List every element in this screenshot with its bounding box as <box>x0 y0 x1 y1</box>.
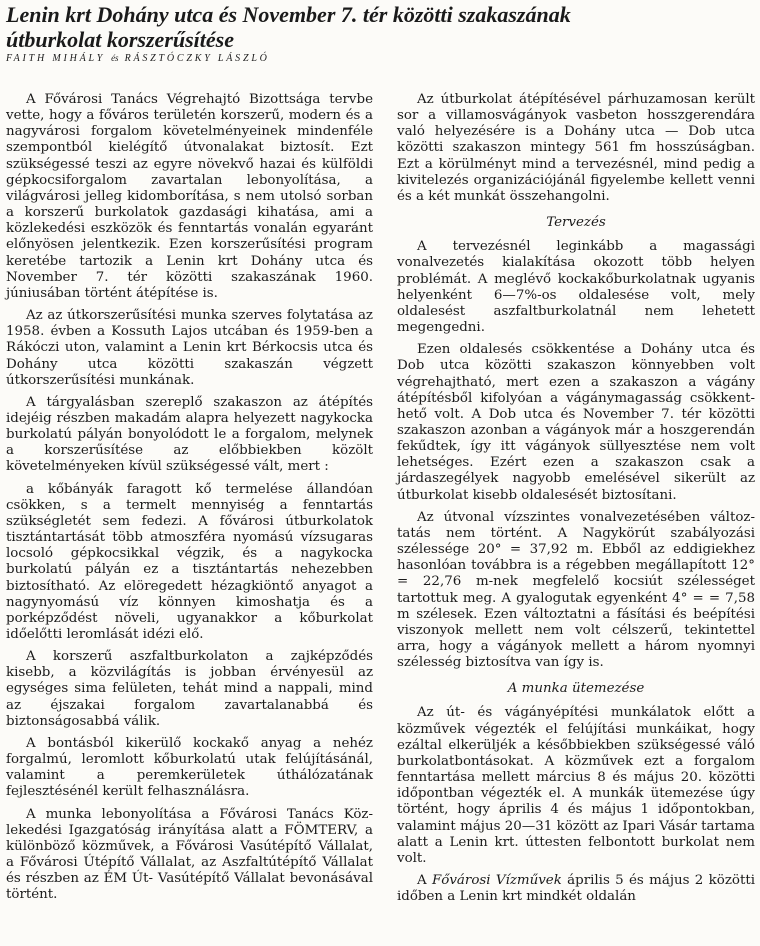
paragraph: Az út- és vágányépítési munkálatok előtt a közművek végezték el felújítási munkáikat, hogy ezáltal elkerüljék a későbbiekben szükségessé váló burkolatbontásokat. A közművek ezt a forgalom fenntartása mellett március 8 és május 20. közötti időpontban végezték el. A munkák ütemezése úgy történt, hogy április 4 és május 1 időpontokban, valamint május 20—31 között az Ipari Vásár tartama alatt a Lenin krt. úttesten felbontott burkolat nem volt. <box>397 705 755 866</box>
section-heading-utemezes: A munka ütemezése <box>507 681 645 697</box>
paragraph: Az útvonal vízszintes vonalvezetésében változtatás nem történt. A Nagykörút szabályozási szélessége 20° = 37,92 m. Ebből az eddigiekhez hasonlóan továbbra is a régebben megállapított 12° = 22,76 m-nek megfelelő kocsiút szélességet tartottuk meg. A gyalogutak egyenként 4° = = 7,58 m szélesek. Ezen változtatni a fásítási és beépítési viszonyok mellett nem volt célszerű, tekintettel arra, hogy a vágányok mellett a három nyomnyi szélesség biztosítva van így is. <box>397 509 755 671</box>
paragraph: Az az útkorszerűsítési munka szerves folytatása az 1958. évben a Kossuth Lajos utcában és 1959-ben a Rákóczi uton, valamint a Lenin krt Bérkocsis utca és Dohány utca közötti szakaszán végzett útkorszerűsítési munkának. <box>6 308 373 388</box>
article-title <box>6 2 754 52</box>
paragraph: Ezen oldalesés csökkentése a Dohány utca és Dob utca közötti szakaszon könnyebben volt végrehajtható, mert ezen a szakaszon a vágány átépítésből kifolyóan a vágánymagasság csökkenthető volt. A Dob utca és November 7. tér közötti szakaszon azonban a vágányok már a hoszgerendán fekűdtek, így itt vágányok süllyesztése nem volt lehetséges. Ezért ezen a szakaszon csak a járdaszegélyek nagyobb emelésével sikerült az útburkolat kisebb oldalesését biztosítani. <box>397 342 755 503</box>
right-column <box>397 92 755 911</box>
left-column <box>6 92 373 910</box>
paragraph: A munka lebonyolítása a Fővárosi Tanács Közlekedési Igazgatóság irányítása alatt a FÖMTERV, a különböző közművek, a Fővárosi Vasútépítő Vállalat, a Fővárosi Útépítő Vállalat, az Aszfaltútépítő Vállalat és részben az ÉM Út- Vasútépítő Vállalat bevonásával történt. <box>6 806 373 903</box>
paragraph: A Fővárosi Tanács Végrehajtó Bizottsága tervbe vette, hogy a főváros területén korszerű, modern és a nagyvárosi forgalom követelményeinek mindenféle szempontból kielégítő útvonalakat biztosít. Ezt szükségessé teszi az egyre növekvő hazai és külföldi gépkocsiforgalom zavartalan lebonyolítása, a világvárosi jelleg kidomborítása, s nem utolsó sorban a korszerű burkolatok gazdasági kihatása, ami a közlekedési eszközök és fenntartás vonalán egyaránt előnyösen jelentkezik. Ezen korszerűsítési program keretébe tartozik a Lenin krt Dohány utca és November 7. tér közötti szakaszának 1960. júniusában történt átépítése is. <box>6 92 373 301</box>
paragraph-end: április 5 és május 2 közötti időben a Lenin krt mindkét oldalán <box>397 873 755 905</box>
paragraph <box>397 873 755 905</box>
paragraph: A korszerű aszfaltburkolaton a zajképződés kisebb, a közvilágítás is jobban érvényesül az egységes sima felületen, tehát mind a nappali, mind az éjszakai forgalom zavartalanabbá és biztonságosabbá válik. <box>6 649 373 729</box>
paragraph: a kőbányák faragott kő termelése állandóan csökken, s a termelt mennyiség a fenntartás szükségletét sem fedezi. A fővárosi útburkolatok tisztántartását több atmoszféra nyomású vízsugaras locsoló gépkocsikkal végzik, és a nagykocka burkolatú pályán ez a tisztántartás nehezebben biztosítható. Az elöregedett hézagkiöntő anyagot a nagynyomású víz könnyen kimoshatja és a porképződést növeli, ugyanakkor a kőburkolat időelőtti leromlását idézi elő. <box>6 481 373 642</box>
company-name: Fővárosi Vízművek <box>432 873 562 889</box>
paragraph: A bontásból kikerülő kockakő anyag a nehéz forgalmú, leromlott kőburkolatú utak felújításánál, valamint a peremkerületek úthálózatának fejlesztésénél került felhasználásra. <box>6 735 373 800</box>
title-line-1: Lenin krt Dohány utca és November 7. tér közötti szakaszának <box>6 2 571 27</box>
paragraph: A tárgyalásban szereplő szakaszon az átépítés idejéig részben makadám alapra helyezett nagykocka burkolatú pályán bonyolódott le a forgalom, melynek a korszerűsítése az előbbiekben közölt követelményeken kívül szükségessé vált, mert : <box>6 394 373 475</box>
author-line <box>6 53 270 64</box>
section-heading-tervezes: Tervezés <box>546 215 606 231</box>
paragraph: A tervezésnél leginkább a magassági vonalvezetés kialakítása okozott több helyen problémát. A meglévő kockakőburkolatnak ugyanis helyenként 6—7%-os oldalesése volt, mely oldalesést aszfaltburkolatnál nem lehetett megengedni. <box>397 239 755 336</box>
author-1: FAITH MIHÁLY <box>6 53 106 64</box>
title-line-2: útburkolat korszerűsítése <box>6 27 234 52</box>
author-separator: és <box>111 53 119 63</box>
paragraph-start: A <box>417 873 433 889</box>
author-2: RÁSZTÓCZKY LÁSZLÓ <box>124 53 270 64</box>
paragraph: Az útburkolat átépítésével párhuzamosan került sor a villamosvágányok vasbeton hosszgerendára való helyezésére is a Dohány utca — Dob utca közötti szakaszon mintegy 561 fm hosszúságban. Ezt a körülményt mind a tervezésnél, mind pedig a kivitelezés organizációjánál figyelembe kellett venni és a két munkát összehangolni. <box>397 92 755 204</box>
